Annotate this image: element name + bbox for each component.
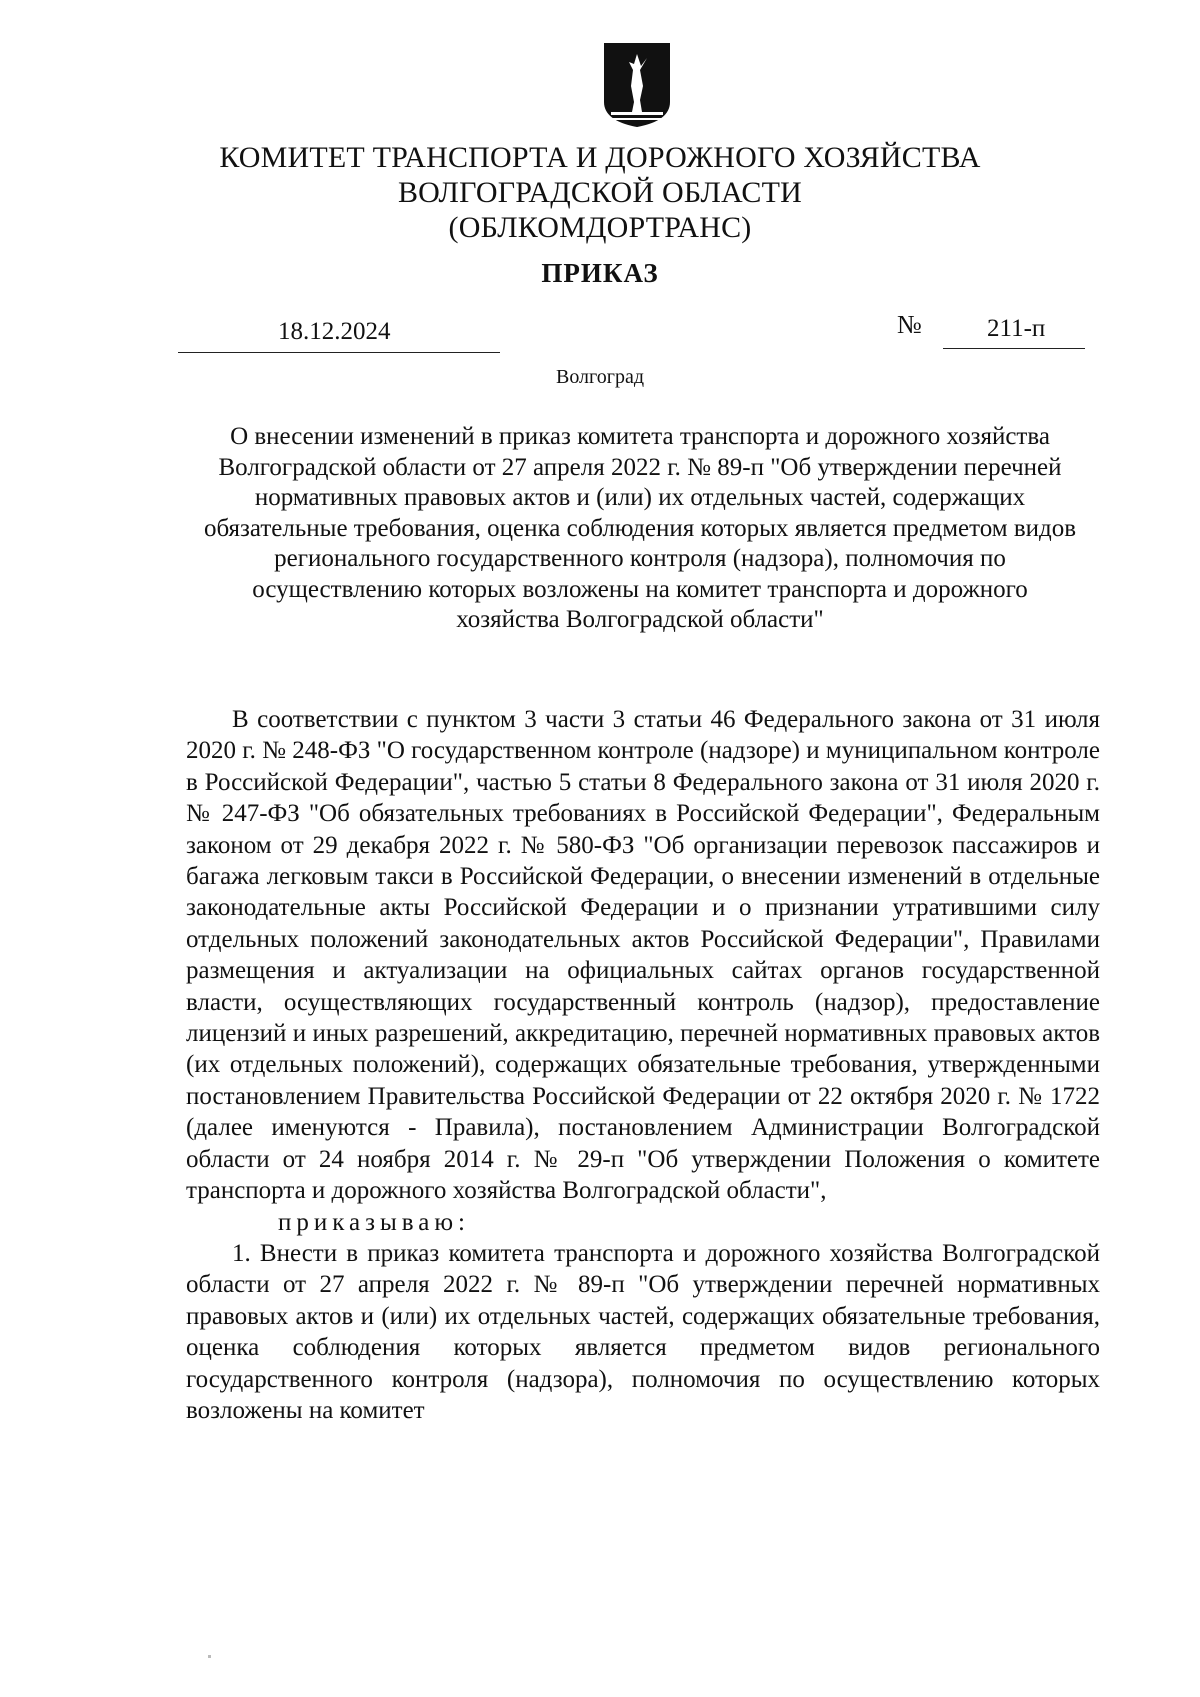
header-line-3: (ОБЛКОМДОРТРАНС) — [448, 211, 752, 244]
order-word: приказываю: — [278, 1208, 470, 1236]
header-line-2: ВОЛГОГРАДСКОЙ ОБЛАСТИ — [397, 176, 803, 209]
document-body — [186, 704, 1100, 1426]
document-subject: О внесении изменений в приказ комитета транспорта и дорожного хозяйства Волгоградской области от 27 апреля 2022 г. № 89-п "Об утверждении перечней нормативных правовых актов и (или) их отдельных частей, содержащих обязательные требования, оценка соблюдения которых является предметом видов регионального государственного контроля (надзора), полномочия по осуществлению которых возложены на комитет транспорта и дорожного хозяйства Волгоградской области" — [203, 423, 1077, 633]
document-type-title: ПРИКАЗ — [541, 258, 659, 288]
volgograd-coat-of-arms-emblem — [603, 42, 671, 128]
document-number: 211-п — [943, 313, 1085, 349]
number-sign: № — [897, 310, 922, 339]
header-line-1: КОМИТЕТ ТРАНСПОРТА И ДОРОЖНОГО ХОЗЯЙСТВА — [219, 141, 981, 174]
item-1-paragraph: 1. Внести в приказ комитета транспорта и дорожного хозяйства Волгоградской области от 27 апреля 2022 г. № 89-п "Об утверждении перечней нормативных правовых актов и (или) их отдельных частей, содержащих обязательные требования, оценка соблюдения которых является предметом видов регионального государственного контроля (надзора), полномочия по осуществлению которых возложены на комитет — [186, 1239, 1100, 1424]
document-city: Волгоград — [555, 366, 645, 388]
document-date: 18.12.2024 — [178, 315, 500, 353]
organization-header — [180, 140, 1020, 245]
scan-speck — [208, 1655, 211, 1658]
preamble-paragraph: В соответствии с пунктом 3 части 3 статьи 46 Федерального закона от 31 июля 2020 г. № 248-ФЗ "О государственном контроле (надзоре) и муниципальном контроле в Российской Федерации", частью 5 статьи 8 Федерального закона от 31 июля 2020 г. № 247-ФЗ "Об обязательных требованиях в Российской Федерации", Федеральным законом от 29 декабря 2022 г. № 580-ФЗ "Об организации перевозок пассажиров и багажа легковым такси в Российской Федерации, о внесении изменений в отдельные законодательные акты Российской Федерации и о признании утратившими силу отдельных положений законодательных актов Российской Федерации", Правилами размещения и актуализации на официальных сайтах органов государственной власти, осуществляющих государственный контроль (надзор), предоставление лицензий и иных разрешений, аккредитацию, перечней нормативных правовых актов (их отдельных положений), содержащих обязательные требования, утвержденными постановлением Правительства Российской Федерации от 22 октября 2020 г. № 1722 (далее именуются - Правила), постановлением Администрации Волгоградской области от 24 ноября 2014 г. № 29-п "Об утверждении Положения о комитете транспорта и дорожного хозяйства Волгоградской области", — [186, 706, 1100, 1205]
